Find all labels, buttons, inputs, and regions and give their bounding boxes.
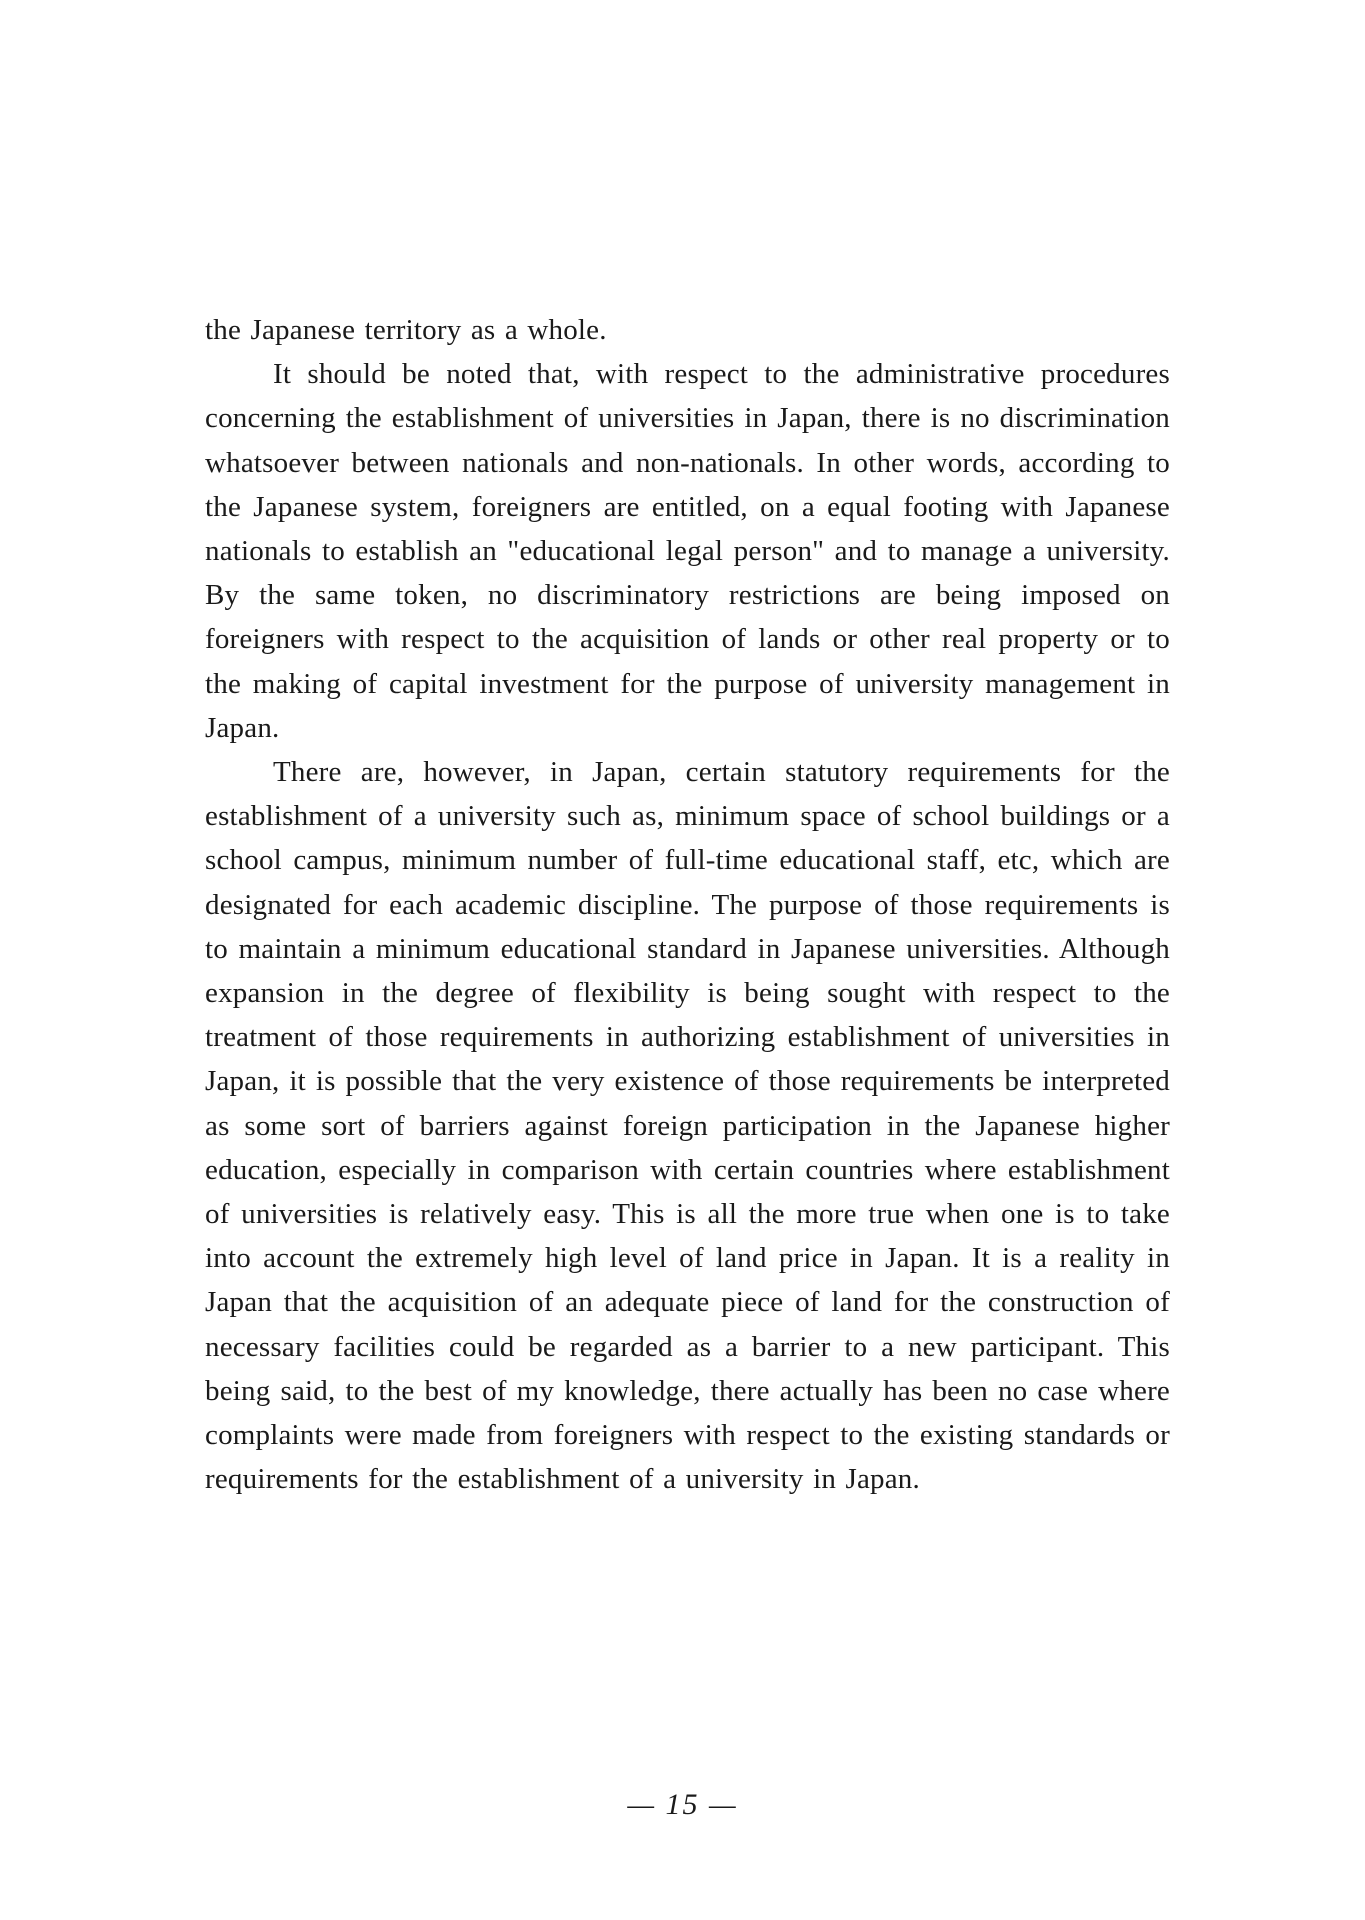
paragraph-continuation: the Japanese territory as a whole. (205, 314, 607, 346)
paragraph-statutory-requirements: There are, however, in Japan, certain statutory requirements for the establishment of a university such as, minimum space of school buildings or a school campus, minimum number of full-time educational staff, etc, which are designated for each academic discipline. The purpose of those requirements is to maintain a minimum educational standard in Japanese universities. Although expansion in the degree of flexibility is being sought with respect to the treatment of those requirements in authorizing establishment of universities in Japan, it is possible that the very existence of those requirements be interpreted as some sort of barriers against foreign participation in the Japanese higher education, especially in comparison with certain countries where establishment of universities is relatively easy. This is all the more true when one is to take into account the extremely high level of land price in Japan. It is a reality in Japan that the acquisition of an adequate piece of land for the construction of necessary facilities could be regarded as a barrier to a new participant. This being said, to the best of my knowledge, there actually has been no case where complaints were made from foreigners with respect to the existing standards or requirements for the establishment of a university in Japan. (205, 756, 1170, 1496)
paragraph-nondiscrimination: It should be noted that, with respect to the administrative procedures concerning the establishment of universities in Japan, there is no discrimination whatsoever between nationals and non-nationals. In other words, according to the Japanese system, foreigners are entitled, on a equal footing with Japanese nationals to establish an "educational legal person" and to manage a university. By the same token, no discriminatory restrictions are being imposed on foreigners with respect to the acquisition of lands or other real property or to the making of capital investment for the purpose of university management in Japan. (205, 358, 1170, 744)
body-text (205, 308, 1170, 1501)
page-number: — 15 — (627, 1788, 738, 1821)
